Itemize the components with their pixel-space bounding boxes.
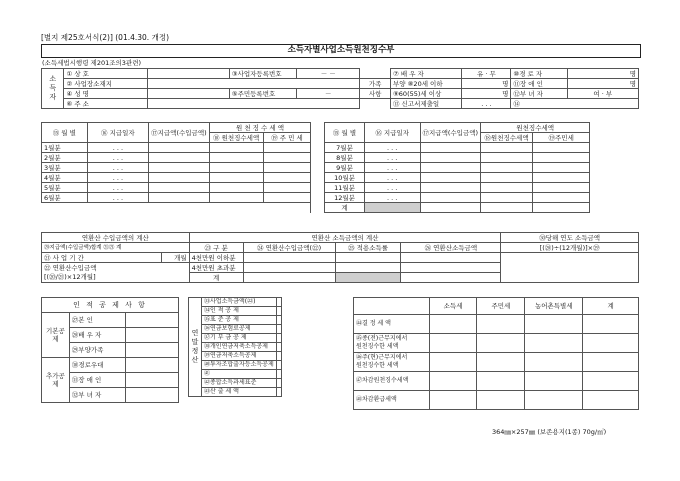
income-tax-input-right[interactable] [481,163,533,173]
additional-deduction-label: 추가공제 [42,358,70,403]
biz-reg-label: ③사업자등록번호 [229,69,296,79]
result-rural-tax[interactable] [525,315,583,334]
year-end-item: ㊶ [202,370,277,379]
income-tax-input[interactable] [209,173,263,183]
resident-reg-input[interactable]: － [297,89,360,99]
result-resident-tax[interactable] [477,391,525,410]
income-tax-input[interactable] [209,163,263,173]
col-income-tax: ⑱ 원천징수세액 [209,133,263,143]
income-tax-input[interactable] [209,143,263,153]
year-end-value[interactable] [276,343,281,352]
deductions-table [41,297,179,403]
business-address-label: ② 사업장소재지 [64,79,148,89]
title-box [41,44,641,58]
list-item [189,370,282,379]
elder-label: ⑩경 로 자 [511,69,567,79]
table-row [42,193,640,203]
year-end-value[interactable] [276,334,281,343]
deduction-dependents: ㉙부양가족 [69,343,125,358]
current-year-formula: [(㉘)÷(12개월)]×㉙ [501,243,639,253]
business-period-unit[interactable]: 개월 [161,253,189,263]
list-item [189,379,282,388]
pay-date-input-right[interactable]: . . . [364,173,420,183]
amount-input[interactable] [149,173,210,183]
form-number: [별지 제25호서식(2)] (01.4.30. 개정) [41,33,169,42]
deduction-elder-value[interactable] [125,358,178,373]
result-resident-tax[interactable] [477,315,525,334]
year-end-item: ㊱연금보험료공제 [202,325,277,334]
month-label-right: 7월분 [325,143,365,153]
page-title: 소득자별사업소득원천징수부 [287,45,395,55]
result-resident-tax[interactable] [477,353,525,372]
pay-date-input-right[interactable]: . . . [364,143,420,153]
pay-date-input-right[interactable]: . . . [364,183,420,193]
col-resident-tax: ⑲ 주 민 세 [263,133,311,143]
col-pay-date-right: ⑯ 지급일자 [364,123,420,143]
year-end-item: ㊴연금저축소득공제 [202,352,277,361]
deduction-elder: ㉚경로우대 [69,358,125,373]
result-label: ㊺종(전)근무지에서 원천징수한 세액 [354,334,430,353]
list-item [189,316,282,325]
total-resident-tax[interactable] [532,203,589,213]
result-total[interactable] [583,353,639,372]
result-label: ㊻주(현)근무지에서 원천징수한 세액 [354,353,430,372]
month-label: 4월분 [42,173,88,183]
income-tax-input-right[interactable] [481,183,533,193]
over60-label: ⑨60(55)세 이상 [390,89,461,99]
total-pay-date [364,203,420,213]
under20-text: ⑧20세 이하 [407,79,443,88]
list-item [189,307,282,316]
spouse-value[interactable]: 유 · 무 [462,69,511,79]
annualized-earnings-header: 연환산 소득금액의 계산 [189,233,501,243]
pay-date-input-right[interactable]: . . . [364,163,420,173]
col-rural-tax-result: 농어촌특별세 [525,298,583,315]
year-end-table [188,297,282,397]
list-item [189,361,282,370]
month-label: 6월분 [42,193,88,203]
col-resident-tax-right: ⑲주민세 [532,133,589,143]
basic-deduction-label: 기본공제 [42,313,70,358]
resident-reg-label: ⑤주민등록번호 [229,89,296,99]
month-label-right: 10월분 [325,173,365,183]
income-tax-input-right[interactable] [481,173,533,183]
year-end-item: ㉟표 준 공 제 [202,316,277,325]
current-year-income-value[interactable] [501,253,639,283]
income-tax-input[interactable] [209,193,263,203]
year-end-value[interactable] [276,370,281,379]
list-item [189,352,282,361]
band2-income[interactable] [243,263,335,273]
under20-label [390,79,461,89]
deduction-dependents-value[interactable] [125,343,178,358]
month-label-right: 11월분 [325,183,365,193]
annualized-income-text: ㉒ 연환산수입금액 [44,263,97,272]
table-row [42,143,640,153]
resident-tax-input[interactable] [263,183,311,193]
list-item [189,343,282,352]
pay-date-input[interactable]: . . . [87,153,149,163]
resident-tax-input[interactable] [263,173,311,183]
month-label-right: 9월분 [325,163,365,173]
address-label: ⑥ 주 소 [64,99,148,109]
col-income-rate: ㉕ 적용소득률 [335,243,401,253]
amount-input-right[interactable] [420,183,481,193]
disabled-label: ⑪장 애 인 [511,79,567,89]
amount-input-right[interactable] [420,193,481,203]
over60-unit[interactable]: 명 [462,89,511,99]
col-month-right: ⑮ 월 별 [325,123,365,143]
band2-rate[interactable] [335,263,401,273]
pay-date-input[interactable]: . . . [87,163,149,173]
business-name-label: ① 상 호 [64,69,148,79]
amount-input-right[interactable] [420,153,481,163]
result-income-tax[interactable] [429,315,477,334]
col-pay-date: ⑯ 지급일자 [87,123,149,143]
month-label: 5월분 [42,183,88,193]
year-end-item: ㊷종합소득과세표준 [202,379,277,388]
total-amount[interactable] [420,203,481,213]
resident-tax-input-right[interactable] [532,183,589,193]
elder-unit[interactable]: 명 [567,69,639,79]
year-end-item: ㉝사업소득금액(㉒) [202,298,277,307]
band-total-rate [335,273,401,283]
result-income-tax[interactable] [429,353,477,372]
resident-tax-input-right[interactable] [532,173,589,183]
table-row [354,334,639,353]
under20-unit[interactable]: 명 [462,79,511,89]
income-tax-input[interactable] [209,183,263,193]
annualized-income-header: 연환산 수입금액의 계산 [42,233,190,243]
result-label: ㊼차감원천징수세액 [354,372,430,391]
col-amount-right: ⑰지급액(수입금액) [420,123,481,143]
blank-14[interactable]: ⑭ [511,99,639,109]
list-item [189,325,282,334]
deduction-disabled-value[interactable] [125,373,178,388]
result-resident-tax[interactable] [477,372,525,391]
col-tax-header-right: 원천징수세액 [481,123,590,133]
table-row [42,163,640,173]
income-earner-table [41,68,639,109]
address-input[interactable] [148,99,360,109]
month-label-right: 12월분 [325,193,365,203]
col-resident-tax-result: 주민세 [477,298,525,315]
result-income-tax[interactable] [429,391,477,410]
annualized-table [41,232,639,283]
pay-date-input[interactable]: . . . [87,143,149,153]
year-end-value[interactable] [276,361,281,370]
band-total-label: 계 [189,273,243,283]
result-total[interactable] [583,334,639,353]
deduction-self: ㉗본 인 [69,313,125,328]
result-rural-tax[interactable] [525,372,583,391]
year-end-value[interactable] [276,307,281,316]
legal-reference: (소득세법시행령 제201조의3관련) [42,59,142,67]
spouse-label: ⑦ 배 우 자 [390,69,461,79]
col-income-tax-result: 소득세 [429,298,477,315]
resident-tax-input[interactable] [263,163,311,173]
deduction-spouse: ㉘배 우 자 [69,328,125,343]
dependent-label: 부양 [392,79,406,88]
deduction-spouse-value[interactable] [125,328,178,343]
table-row [354,315,639,334]
result-rural-tax[interactable] [525,334,583,353]
year-end-value[interactable] [276,379,281,388]
disabled-unit[interactable]: 명 [567,79,639,89]
col-annualized-earnings: ㉖ 연환산소득금액 [401,243,501,253]
year-end-value[interactable] [276,388,281,397]
woman-label: ⑫부 녀 자 [511,89,567,99]
amount-input[interactable] [149,163,210,173]
resident-tax-input-right[interactable] [532,153,589,163]
deduction-woman-value[interactable] [125,388,178,403]
band-total-earnings[interactable] [401,273,501,283]
matters-label: 사항 [360,89,391,99]
payment-total-label: ⑳지급액(수입금액)합계 ㉑㉑ 계 [42,243,190,253]
col-amount: ⑰지급액(수입금액) [149,123,210,143]
amount-input-right[interactable] [420,163,481,173]
family-label: 가족 [360,79,391,89]
name-input[interactable] [148,89,230,99]
income-earner-side-label: 소득자 [42,69,64,109]
list-item [189,298,282,307]
amount-input[interactable] [149,153,210,163]
income-tax-input-right[interactable] [481,193,533,203]
amount-input[interactable] [149,193,210,203]
total-income-tax[interactable] [481,203,533,213]
amount-input[interactable] [149,183,210,193]
col-tax-header: 원 천 징 수 세 액 [209,123,311,133]
income-tax-input-right[interactable] [481,143,533,153]
paper-spec: 364㎜×257㎜ (보존용지(1종) 70g/㎡) [492,428,607,436]
col-annualized-income: ㉔ 연환산수입금액(㉒) [243,243,335,253]
col-total-result: 계 [583,298,639,315]
list-item [189,334,282,343]
year-end-item: ㉞인 적 공 제 [202,307,277,316]
month-label: 2월분 [42,153,88,163]
business-name-input[interactable] [148,69,230,79]
year-end-item: ㊳개인연금저축소득공제 [202,343,277,352]
resident-tax-input-right[interactable] [532,163,589,173]
list-item [189,388,282,397]
year-end-value[interactable] [276,352,281,361]
current-year-income-header: ㉚당해 연도 소득금액 [501,233,639,243]
result-total[interactable] [583,391,639,410]
total-label: 계 [325,203,365,213]
col-category: ㉓ 구 분 [189,243,243,253]
band1-income[interactable] [243,253,335,263]
table-row [42,173,640,183]
result-rural-tax[interactable] [525,391,583,410]
table-row [354,353,639,372]
woman-value[interactable]: 여 · 부 [567,89,639,99]
deduction-disabled: ㉛장 애 인 [69,373,125,388]
resident-tax-input[interactable] [263,153,311,163]
income-tax-input-right[interactable] [481,153,533,163]
table-row [354,372,639,391]
result-income-tax[interactable] [429,372,477,391]
year-end-item: ㊸산 출 세 액 [202,388,277,397]
band2-earnings[interactable] [401,263,501,273]
pay-date-input-right[interactable]: . . . [364,153,420,163]
band-over-40m: 4천만원 초과분 [189,263,243,273]
deduction-self-value[interactable] [125,313,178,328]
deduction-woman: ㉜부 녀 자 [69,388,125,403]
year-end-value[interactable] [276,316,281,325]
band1-rate[interactable] [335,253,401,263]
amount-input[interactable] [149,143,210,153]
resident-tax-input-right[interactable] [532,193,589,203]
amount-input-right[interactable] [420,173,481,183]
col-month: ⑮ 월 별 [42,123,88,143]
table-row [354,391,639,410]
business-address-input[interactable] [148,79,360,89]
business-period-label: ㉑ 사 업 기 간 [42,253,162,263]
result-rural-tax[interactable] [525,353,583,372]
band-total-income[interactable] [243,273,335,283]
pay-date-input[interactable]: . . . [87,183,149,193]
resident-tax-input[interactable] [263,193,311,203]
pay-date-input[interactable]: . . . [87,193,149,203]
month-label: 1월분 [42,143,88,153]
pay-date-input[interactable]: . . . [87,173,149,183]
result-income-tax[interactable] [429,334,477,353]
table-row [42,153,640,163]
year-end-item: ㊵투자조합출자등소득공제 [202,361,277,370]
annualized-income-formula: [(⑳/㉑)×12개월] [44,272,96,281]
result-total[interactable] [583,372,639,391]
year-end-side-label: 연말정산 [189,298,202,397]
amount-input-right[interactable] [420,143,481,153]
table-row [42,183,640,193]
month-label: 3월분 [42,163,88,173]
name-label: ④ 성 명 [64,89,148,99]
result-label: ㊹결 정 세 액 [354,315,430,334]
tax-result-table [353,297,639,410]
result-resident-tax[interactable] [477,334,525,353]
deductions-header: 인 적 공 제 사 항 [42,298,179,313]
month-label-right: 8월분 [325,153,365,163]
biz-reg-input[interactable]: － － [297,69,360,79]
report-date-label: ⑬ 신고서제출일 [390,99,461,109]
year-end-value[interactable] [276,325,281,334]
result-label: ㊽차감환급세액 [354,391,430,410]
band-under-40m: 4천만원 이하분 [189,253,243,263]
band1-earnings[interactable] [401,253,501,263]
withholding-table [41,122,639,213]
report-date-value[interactable]: . . . [462,99,511,109]
pay-date-input-right[interactable]: . . . [364,193,420,203]
resident-tax-input[interactable] [263,143,311,153]
col-income-tax-right: ⑱원천징수세액 [481,133,533,143]
year-end-item: ㊲기 부 금 공 제 [202,334,277,343]
annualized-income-label [42,263,190,283]
result-total[interactable] [583,315,639,334]
income-tax-input[interactable] [209,153,263,163]
resident-tax-input-right[interactable] [532,143,589,153]
year-end-value[interactable] [276,298,281,307]
